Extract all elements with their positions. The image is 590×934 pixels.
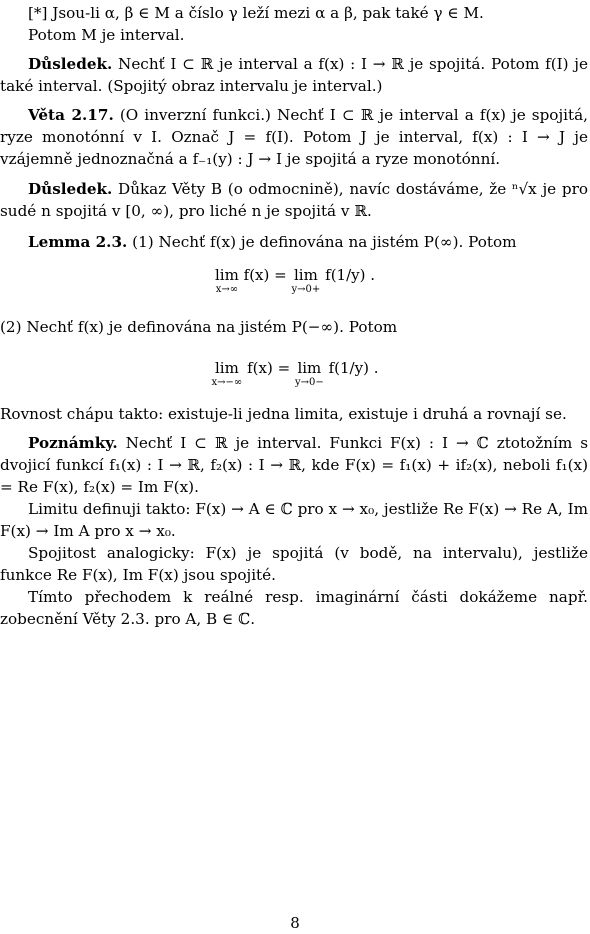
lemma-2-3 — [0, 231, 588, 253]
rovnost-text: Rovnost chápu takto: existuje-li jedna limita, existuje i druhá a rovnají se. — [0, 405, 567, 423]
eq1-limit-right: lim y→0+ — [291, 266, 321, 295]
condition-line: [*] Jsou-li α, β ∈ M a číslo γ leží mezi α a β, pak také γ ∈ M. — [28, 4, 484, 22]
limit-definition — [0, 498, 588, 542]
corollary-2 — [0, 178, 588, 222]
remarks-heading: Poznámky. — [28, 434, 118, 452]
page-number: 8 — [290, 914, 300, 932]
corollary-1-body: Nechť I ⊂ ℝ je interval a f(x) : I → ℝ je spojitá. Potom f(I) je také interval. (Spojitý obraz intervalu je interval.) — [0, 55, 588, 95]
transition-text: Tímto přechodem k reálné resp. imaginární části dokážeme např. zobecnění Věty 2.3. pro A, B ∈ ℂ. — [0, 588, 588, 628]
corollary-2-body: Důkaz Věty B (o odmocnině), navíc dostáváme, že ⁿ√x je pro sudé n spojitá v [0, ∞), pro liché n je spojitá v ℝ. — [0, 180, 588, 220]
remarks-body: Nechť I ⊂ ℝ je interval. Funkci F(x) : I → ℂ ztotožním s dvojicí funkcí f₁(x) : I → ℝ, f₂(x) : I → ℝ, kde F(x) = f₁(x) + if₂(x), neboli f₁(x) = Re F(x), f₂(x) = Im F(x). — [0, 434, 588, 496]
rovnost-paragraph — [0, 403, 588, 425]
lemma-2-3-body: (1) Nechť f(x) je definována na jistém P(∞). Potom — [132, 233, 517, 251]
limit-definition-text: Limitu definuji takto: F(x) → A ∈ ℂ pro x → x₀, jestliže Re F(x) → Re A, Im F(x) → Im A pro x → x₀. — [0, 500, 588, 540]
remarks — [0, 432, 588, 498]
theorem-2-17-heading: Věta 2.17. — [28, 106, 114, 124]
transition-paragraph — [0, 586, 588, 630]
theorem-2-17-body: (O inverzní funkci.) Nechť I ⊂ ℝ je interval a f(x) je spojitá, ryze monotónní v I. Označ J = f(I). Potom J je interval, f(x) : I → J je vzájemně jednoznačná a f₋₁(y) : J → I je spojitá a ryze monotónní. — [0, 106, 588, 168]
paragraph-potom — [0, 24, 588, 46]
eq2-end: f(1/y) . — [328, 359, 379, 377]
eq1-middle: f(x) = — [243, 266, 287, 284]
eq1-limit-left: lim x→∞ — [214, 266, 239, 295]
lemma-2-3-heading: Lemma 2.3. — [28, 233, 128, 251]
conclusion-line: Potom M je interval. — [28, 26, 185, 44]
theorem-2-17 — [0, 104, 588, 170]
lemma-part-2-text: (2) Nechť f(x) je definována na jistém P(−∞). Potom — [0, 318, 398, 336]
equation-2 — [0, 361, 590, 388]
corollary-2-heading: Důsledek. — [28, 180, 113, 198]
paragraph-condition — [0, 2, 588, 24]
eq2-middle: f(x) = — [247, 359, 291, 377]
continuity-paragraph — [0, 542, 588, 586]
continuity-text: Spojitost analogicky: F(x) je spojitá (v bodě, na intervalu), jestliže funkce Re F(x), Im F(x) jsou spojité. — [0, 544, 588, 584]
eq2-limit-left: lim x→−∞ — [211, 359, 243, 388]
corollary-1-heading: Důsledek. — [28, 55, 113, 73]
eq2-limit-right: lim y→0− — [294, 359, 324, 388]
eq1-end: f(1/y) . — [325, 266, 376, 284]
lemma-part-2 — [0, 316, 588, 338]
corollary-1 — [0, 53, 588, 97]
equation-1 — [0, 268, 590, 295]
